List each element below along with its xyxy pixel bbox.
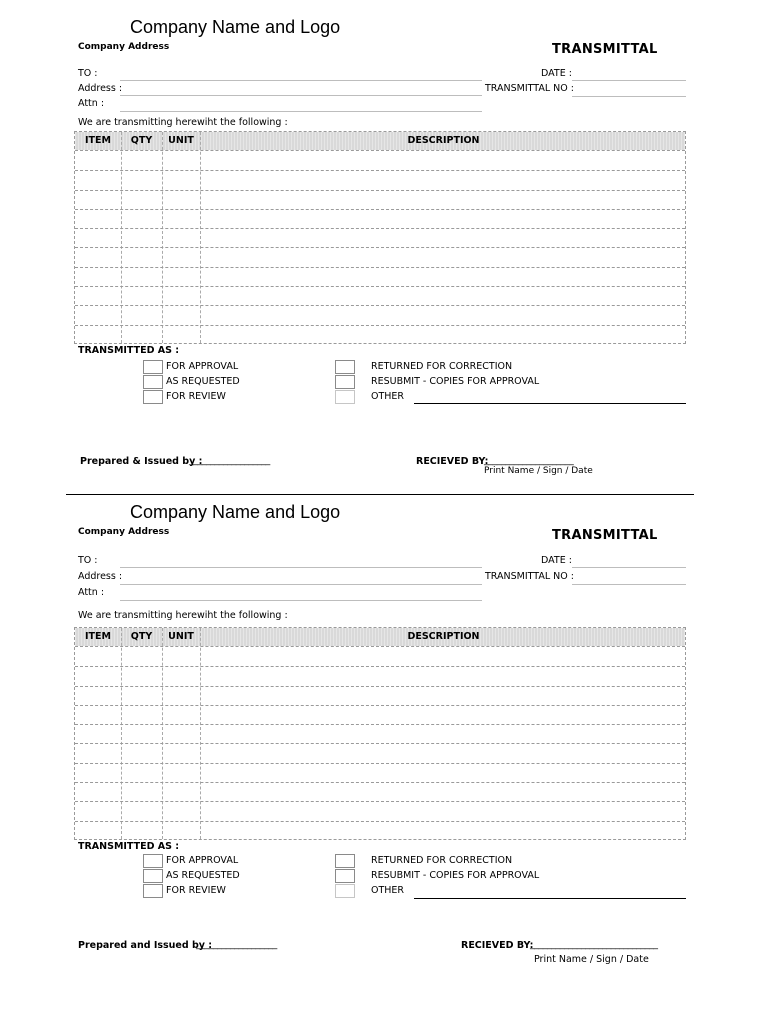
company-name: Company Name and Logo bbox=[130, 17, 341, 37]
resubmit-checkbox[interactable] bbox=[335, 869, 355, 883]
for-approval-label: FOR APPROVAL bbox=[166, 361, 239, 372]
column-unit: UNIT bbox=[168, 135, 194, 146]
table-row[interactable] bbox=[75, 743, 685, 744]
received-by-label: RECIEVED BY: bbox=[416, 456, 489, 467]
for-review-label: FOR REVIEW bbox=[166, 885, 226, 896]
as-requested-checkbox[interactable] bbox=[143, 869, 163, 883]
address-label: Address : bbox=[78, 571, 123, 582]
received-by-label: RECIEVED BY: bbox=[461, 940, 534, 951]
table-row[interactable] bbox=[75, 821, 685, 822]
for-review-label: FOR REVIEW bbox=[166, 391, 226, 402]
column-qty: QTY bbox=[130, 135, 153, 146]
form-title: TRANSMITTAL bbox=[552, 528, 658, 543]
returned-for-correction-label: RETURNED FOR CORRECTION bbox=[371, 361, 513, 372]
attn-field[interactable] bbox=[120, 600, 482, 601]
table-row[interactable] bbox=[75, 763, 685, 764]
intro-text: We are transmitting herewiht the following : bbox=[78, 117, 288, 128]
attn-label: Attn : bbox=[78, 587, 105, 598]
attn-label: Attn : bbox=[78, 98, 105, 109]
company-name: Company Name and Logo bbox=[130, 502, 341, 522]
resubmit-label: RESUBMIT - COPIES FOR APPROVAL bbox=[371, 870, 540, 881]
received-by-field[interactable]: ______________________________ bbox=[530, 939, 658, 950]
as-requested-label: AS REQUESTED bbox=[166, 870, 240, 881]
column-item: ITEM bbox=[85, 135, 111, 146]
column-item: ITEM bbox=[85, 631, 111, 642]
column-divider bbox=[162, 628, 163, 839]
intro-text: We are transmitting herewiht the following : bbox=[78, 610, 288, 621]
address-field[interactable] bbox=[120, 584, 482, 585]
resubmit-label: RESUBMIT - COPIES FOR APPROVAL bbox=[371, 376, 540, 387]
company-address: Company Address bbox=[78, 42, 170, 52]
returned-for-correction-label: RETURNED FOR CORRECTION bbox=[371, 855, 513, 866]
address-label: Address : bbox=[78, 83, 123, 94]
to-field[interactable] bbox=[120, 567, 482, 568]
table-row[interactable] bbox=[75, 705, 685, 706]
table-row[interactable] bbox=[75, 782, 685, 783]
transmitted-as-label: TRANSMITTED AS : bbox=[78, 345, 180, 356]
company-address: Company Address bbox=[78, 527, 170, 537]
column-divider bbox=[200, 628, 201, 839]
prepared-by-label: Prepared & Issued by : bbox=[80, 456, 203, 467]
column-description: DESCRIPTION bbox=[407, 135, 480, 146]
transmittal-no-label: TRANSMITTAL NO : bbox=[485, 83, 574, 94]
prepared-by-label: Prepared and Issued by : bbox=[78, 940, 213, 951]
table-row[interactable] bbox=[75, 686, 685, 687]
column-unit: UNIT bbox=[168, 631, 194, 642]
transmittal-no-field[interactable] bbox=[572, 584, 686, 585]
other-label: OTHER bbox=[371, 885, 405, 896]
form-title: TRANSMITTAL bbox=[552, 42, 658, 57]
prepared-by-field[interactable]: ___________________ bbox=[196, 939, 277, 950]
for-review-checkbox[interactable] bbox=[143, 884, 163, 898]
print-name-label: Print Name / Sign / Date bbox=[534, 954, 649, 965]
column-divider bbox=[121, 628, 122, 839]
date-field[interactable] bbox=[572, 567, 686, 568]
table-row[interactable] bbox=[75, 801, 685, 802]
print-name-label: Print Name / Sign / Date bbox=[484, 466, 593, 476]
to-label: TO : bbox=[78, 68, 98, 79]
as-requested-label: AS REQUESTED bbox=[166, 376, 240, 387]
column-description: DESCRIPTION bbox=[407, 631, 480, 642]
table-row[interactable] bbox=[75, 724, 685, 725]
returned-for-correction-checkbox[interactable] bbox=[335, 854, 355, 868]
column-qty: QTY bbox=[130, 631, 153, 642]
other-field[interactable] bbox=[414, 898, 686, 899]
items-table bbox=[74, 627, 686, 840]
transmittal-no-label: TRANSMITTAL NO : bbox=[485, 571, 574, 582]
other-checkbox[interactable] bbox=[335, 884, 355, 898]
date-label: DATE : bbox=[541, 68, 572, 79]
table-row[interactable] bbox=[75, 666, 685, 667]
transmitted-as-label: TRANSMITTED AS : bbox=[78, 841, 180, 852]
received-by-field[interactable]: _____________________ bbox=[484, 455, 574, 466]
prepared-by-field[interactable]: ___________________ bbox=[189, 455, 270, 466]
for-approval-checkbox[interactable] bbox=[143, 854, 163, 868]
to-label: TO : bbox=[78, 555, 98, 566]
other-label: OTHER bbox=[371, 391, 405, 402]
date-label: DATE : bbox=[541, 555, 572, 566]
table-row[interactable] bbox=[75, 646, 685, 647]
for-approval-label: FOR APPROVAL bbox=[166, 855, 239, 866]
